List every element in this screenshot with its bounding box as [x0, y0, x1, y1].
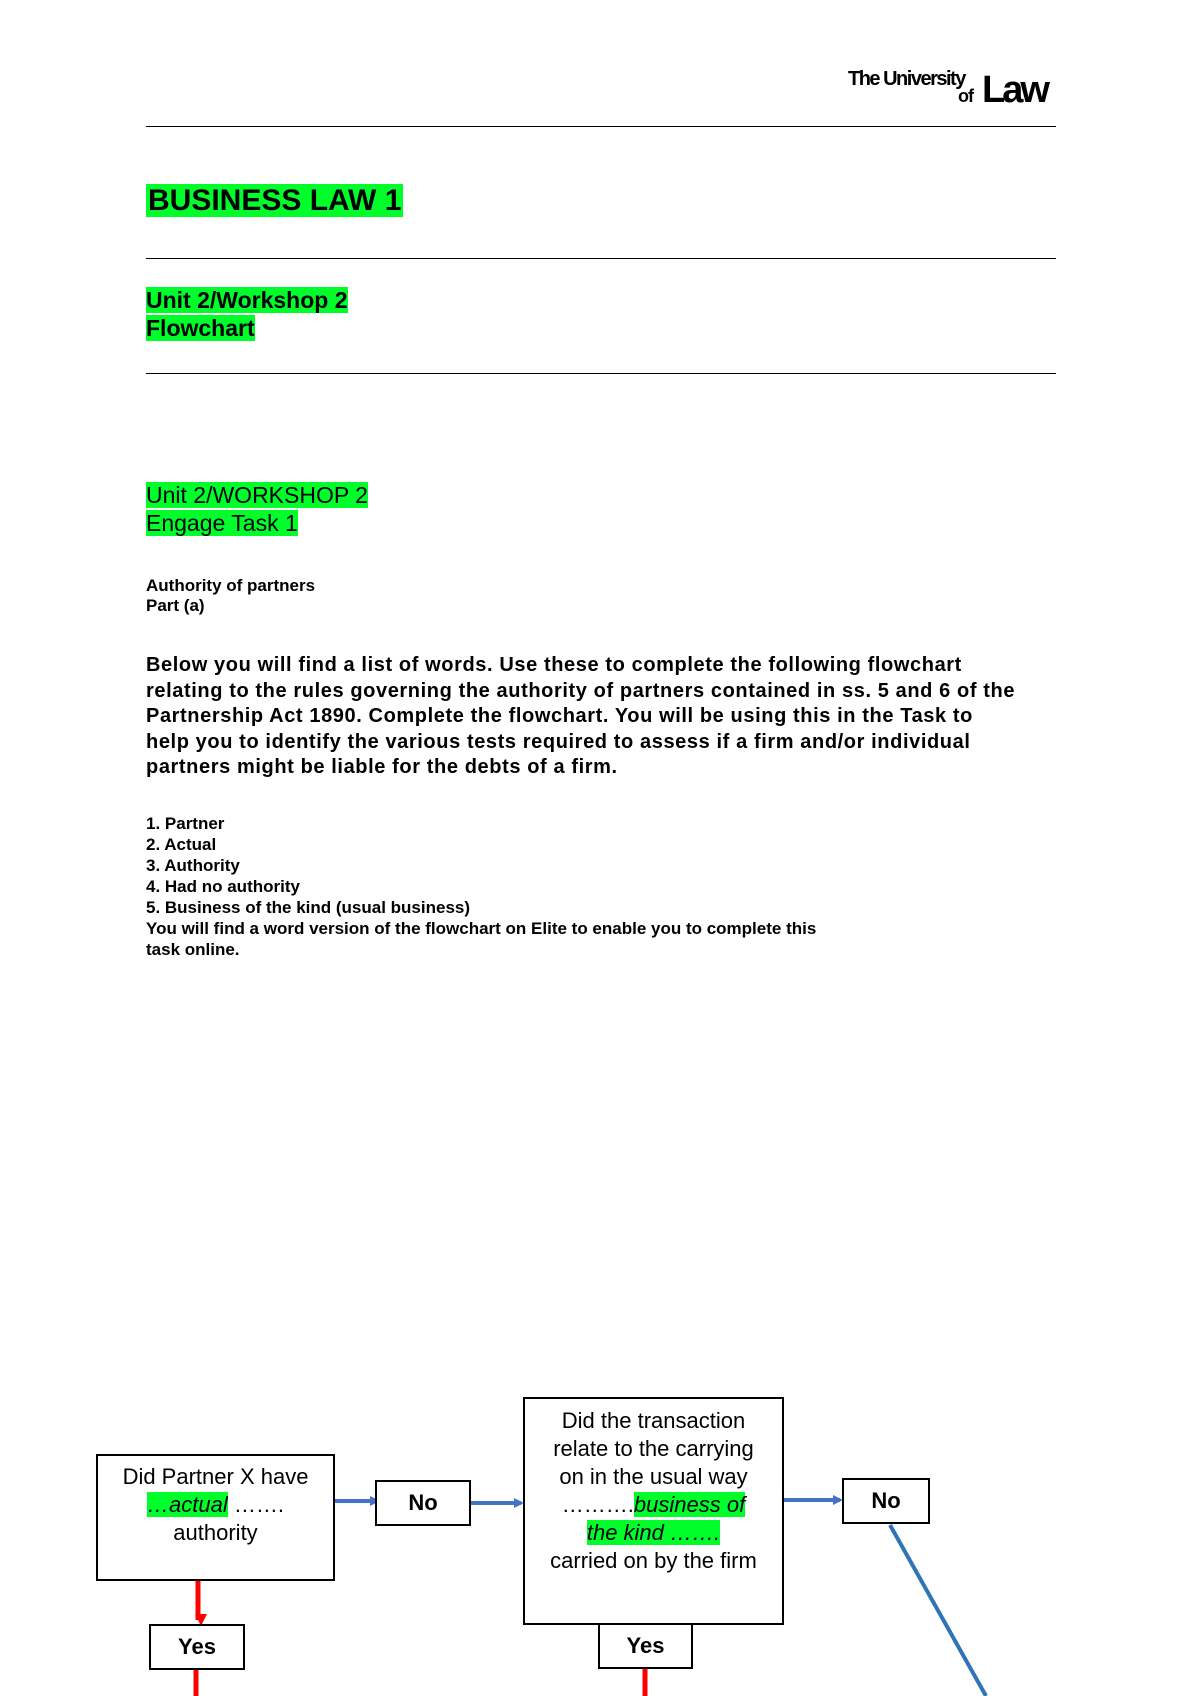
q1-fill-line: [98, 1491, 333, 1519]
word-list-item: 5. Business of the kind (usual business): [146, 898, 471, 917]
q2-fill-line2: [525, 1519, 782, 1547]
no-label: No: [871, 1488, 901, 1513]
line-no-down: [890, 1525, 986, 1696]
intro-line: partners might be liable for the debts of a firm.: [146, 756, 618, 778]
document-title-text: BUSINESS LAW 1: [148, 184, 402, 217]
yes-label: Yes: [626, 1633, 665, 1658]
flowchart-yes-box-2: [598, 1623, 693, 1669]
unit-heading-line2: Flowchart: [146, 315, 255, 341]
q2-line2: relate to the carrying: [553, 1436, 754, 1461]
topic-line1: Authority of partners: [146, 576, 316, 595]
section-heading-line1: Unit 2/WORKSHOP 2: [146, 482, 368, 508]
word-list-item: 3. Authority: [146, 856, 240, 875]
q2-fill-answer1: business of: [633, 1492, 746, 1517]
q1-fill-highlight: [147, 1492, 228, 1517]
note-line2: task online.: [146, 940, 240, 959]
yes-label: Yes: [178, 1634, 216, 1659]
q2-fill-lead: ……….: [561, 1492, 634, 1517]
q1-fill-trail: …….: [227, 1492, 284, 1517]
q2-fill-answer2: the kind: [586, 1520, 664, 1545]
logo-text-line1: The University: [848, 68, 965, 90]
intro-line: help you to identify the various tests required to assess if a firm and/or individual: [146, 730, 971, 753]
unit-heading-line1: Unit 2/Workshop 2: [146, 287, 348, 313]
word-list-item: 2. Actual: [146, 835, 217, 854]
word-list-item: 1. Partner: [146, 814, 225, 833]
q1-line3: authority: [173, 1520, 258, 1545]
intro-line: Partnership Act 1890. Complete the flowchart. You will be using this in the Task to: [146, 705, 973, 727]
logo-text-line3: Law: [982, 69, 1047, 111]
flowchart-question-usual-business: [523, 1397, 784, 1625]
q2-fill-trail: …….: [663, 1520, 721, 1545]
flowchart-question-actual-authority: [96, 1454, 335, 1581]
flowchart-no-box-2: [842, 1478, 930, 1524]
q2-fill-line1: [525, 1491, 782, 1519]
note-line1: You will find a word version of the flowchart on Elite to enable you to complete this: [146, 919, 817, 938]
q1-fill-answer: actual: [169, 1492, 228, 1517]
section-heading-line2: Engage Task 1: [146, 510, 298, 536]
q1-line1: Did Partner X have: [122, 1464, 309, 1489]
q2-line6: carried on by the firm: [550, 1548, 757, 1573]
intro-line: relating to the rules governing the authority of partners contained in ss. 5 and 6 of the: [146, 679, 1016, 702]
flowchart-no-box-1: [375, 1480, 471, 1526]
no-label: No: [408, 1490, 438, 1515]
q2-line3: on in the usual way: [559, 1464, 748, 1489]
q1-fill-lead: …: [147, 1492, 170, 1517]
intro-line: Below you will find a list of words. Use these to complete the following flowchart: [146, 654, 962, 676]
q2-fill-highlight: [587, 1520, 720, 1545]
topic-line2: Part (a): [146, 596, 205, 615]
word-list-item: 4. Had no authority: [146, 877, 300, 896]
logo-text-line2: of: [958, 86, 973, 106]
flowchart-yes-box-1: [149, 1624, 245, 1670]
q2-line1: Did the transaction: [561, 1408, 746, 1433]
